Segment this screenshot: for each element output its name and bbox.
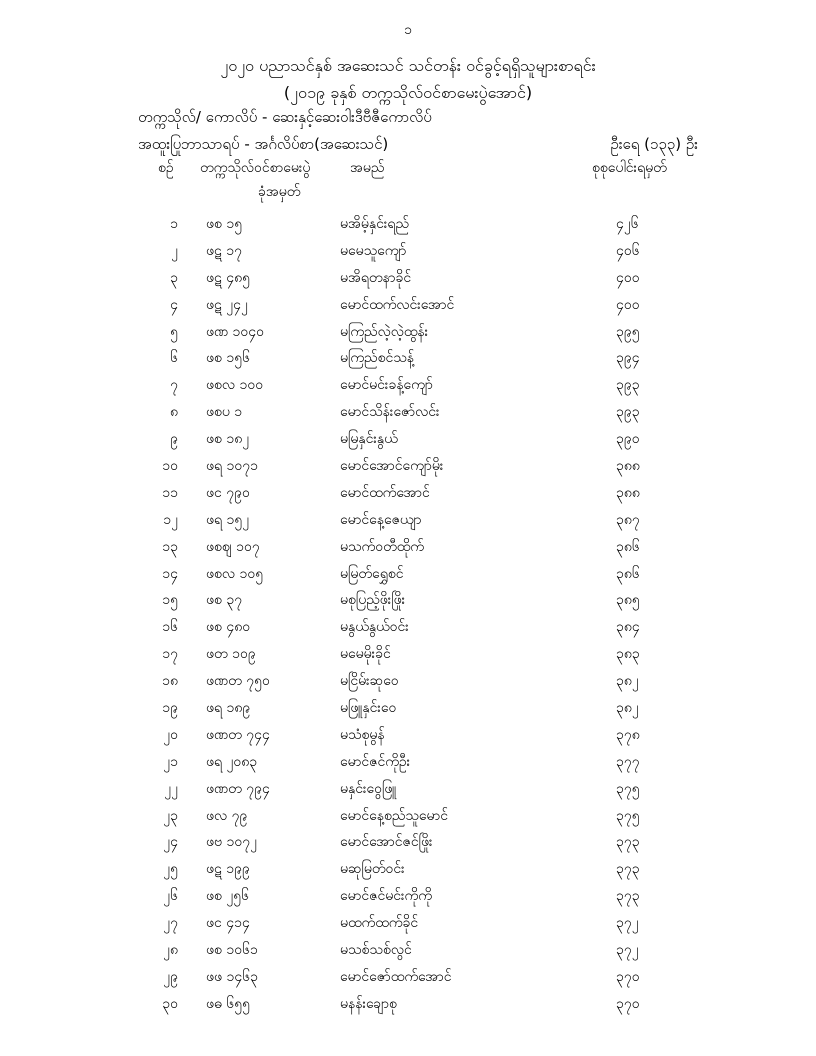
student-name: မထက်ထက်ခိုင်: [340, 915, 419, 932]
table-row: [0, 857, 816, 884]
roll-number: ဖရ ၁၀၇၁: [206, 458, 258, 475]
total-marks: ၃၈၂: [616, 673, 639, 690]
student-name: မနန်းချောစု: [340, 995, 397, 1012]
total-marks: ၃၇၃: [616, 888, 640, 905]
row-number: ၂၈: [163, 942, 178, 959]
roll-number: ဖစ ၁၈၂: [206, 431, 250, 448]
roll-number: ဖဖ ၁၄၆၃: [206, 968, 258, 985]
row-number: ၁၀: [162, 458, 178, 475]
roll-number: ဖစ ၃၇: [206, 592, 243, 609]
row-number: ၂၂: [164, 780, 178, 797]
total-marks: ၃၇၂: [616, 942, 639, 959]
total-marks: ၃၇၈: [616, 726, 640, 743]
row-number: ၁: [170, 216, 178, 232]
subject-label: အထူးပြုဘာသာရပ် - အင်္ဂလိပ်စာ(အဆေးသင်): [138, 135, 389, 153]
table-row: [0, 239, 816, 266]
total-marks: ၃၇၅: [616, 807, 640, 824]
table-row: [0, 911, 816, 938]
student-name: မစုပြည့်ဖိုးဖြိုး: [340, 592, 406, 609]
table-row: [0, 535, 816, 562]
roll-number: ဖရ ၁၈၉: [206, 700, 251, 717]
roll-number: ဖဏတ ၇၅၀: [206, 673, 270, 690]
total-marks: ၃၈၅: [616, 592, 640, 609]
row-number: ၁၃: [162, 538, 178, 555]
student-name: မောင်ထက်လင်းအောင်: [340, 296, 455, 313]
column-header-roll-line2: ခုံအမှတ်: [258, 184, 301, 200]
total-marks: ၃၉၃: [616, 404, 640, 421]
roll-number: ဖစ ၂၅၆: [206, 888, 249, 905]
student-name: မောင်အောင်ကျော်မိုး: [340, 458, 444, 475]
student-name: မောင်နေ့စည်သူမောင်: [340, 807, 449, 824]
total-marks: ၃၉၄: [616, 350, 640, 367]
row-number: ၉: [170, 431, 178, 448]
row-number: ၁၈: [162, 673, 178, 690]
row-number: ၄: [170, 296, 178, 313]
total-marks: ၃၉၃: [616, 377, 640, 394]
total-count: ဦးရေ (၁၃၃) ဦး: [610, 135, 698, 153]
roll-number: ဖဏ ၁၀၄၀: [206, 323, 265, 340]
total-marks: ၃၈၆: [616, 565, 640, 582]
page-number: ၁: [404, 22, 412, 38]
roll-number: ဖင ၇၉၀: [206, 484, 250, 501]
table-row: [0, 696, 816, 723]
table-row: [0, 804, 816, 831]
row-number: ၁၉: [162, 700, 178, 717]
row-number: ၈: [170, 404, 178, 421]
row-number: ၂၁: [163, 753, 178, 770]
table-header: [0, 158, 816, 208]
student-name: မဆုမြတ်ဝင်း: [340, 861, 405, 878]
roll-number: ဖစ ၁၅၆: [206, 350, 250, 367]
institution-line: တက္ကသိုလ်/ ကောလိပ် - ဆေးနှင့်ဆေးဝါးဒီဗီဇီကောလိပ်: [138, 108, 432, 126]
table-row: [0, 427, 816, 454]
roll-number: ဖတ ၁၀၉: [206, 646, 256, 663]
column-header-name: အမည်: [350, 160, 385, 176]
row-number: ၂၃: [163, 807, 178, 824]
roll-number: ဖစလ ၁၀၅: [206, 565, 264, 582]
total-marks: ၃၈၃: [616, 646, 640, 663]
total-marks: ၃၈၇: [616, 511, 640, 528]
document-title: ၂၀၂၀ ပညာသင်နှစ် အဆေးသင် သင်တန်း ဝင်ခွင့်ရရှိသူများစာရင်း: [220, 56, 596, 75]
results-table: [0, 212, 816, 1019]
table-row: [0, 830, 816, 857]
total-marks: ၃၈၄: [616, 619, 640, 636]
roll-number: ဖဋ ၁၇: [206, 242, 242, 259]
table-row: [0, 777, 816, 804]
row-number: ၁၆: [162, 619, 178, 636]
total-marks: ၃၉၅: [616, 323, 640, 340]
student-name: မသစ်သစ်လွင်: [340, 942, 412, 959]
roll-number: ဖစ ၁၅: [206, 216, 243, 232]
table-row: [0, 669, 816, 696]
roll-number: ဖလ ၇၉: [206, 807, 248, 824]
total-marks: ၃၉၀: [616, 431, 640, 448]
roll-number: ဖဋ ၁၉၉: [206, 861, 250, 878]
row-number: ၃: [170, 269, 178, 286]
student-name: မောင်သိန်းဇော်လင်း: [340, 404, 440, 421]
column-header-roll: တက္ကသိုလ်ဝင်စာမေးပွဲ: [200, 160, 311, 176]
column-header-no: စဉ်: [158, 160, 174, 176]
student-name: မသံစုမွန်: [340, 726, 385, 743]
student-name: မအိမ့်နှင်းရည်: [340, 216, 409, 232]
table-row: [0, 346, 816, 373]
total-marks: ၃၇၂: [616, 915, 639, 932]
total-marks: ၄၂၆: [616, 216, 639, 232]
row-number: ၂၀: [163, 726, 178, 743]
total-marks: ၄၀၀: [616, 269, 640, 286]
table-row: [0, 400, 816, 427]
total-marks: ၃၇၃: [616, 861, 640, 878]
total-marks: ၃၈၂: [616, 700, 639, 717]
row-number: ၂၉: [163, 968, 178, 985]
table-row: [0, 588, 816, 615]
student-name: မမေသူကျော်: [340, 242, 407, 259]
student-name: မောင်အောင်ဇင်ဖြိုး: [340, 834, 433, 851]
document-subtitle: (၂၀၁၉ ခုနှစ် တက္ကသိုလ်ဝင်စာမေးပွဲအောင်): [283, 83, 533, 102]
table-row: [0, 615, 816, 642]
table-row: [0, 938, 816, 965]
total-marks: ၃၈၆: [616, 538, 640, 555]
table-row: [0, 884, 816, 911]
table-row: [0, 642, 816, 669]
table-row: [0, 266, 816, 293]
student-name: မောင်မင်းခန့်ကျော်: [340, 377, 433, 394]
row-number: ၂၅: [163, 861, 178, 878]
roll-number: ဖစဈ ၁၀၇: [206, 538, 260, 555]
roll-number: ဖရ ၂၀၈၃: [206, 753, 258, 770]
table-row: [0, 293, 816, 320]
student-name: မကြည်လဲ့လဲ့ထွန်း: [340, 323, 429, 340]
roll-number: ဖရ ၁၅၂: [206, 511, 250, 528]
column-header-marks: စုစုပေါင်းရမှတ်: [592, 160, 667, 176]
student-name: မအိရတနာခိုင်: [340, 269, 412, 286]
total-marks: ၃၈၈: [616, 458, 640, 475]
total-marks: ၄၀၀: [616, 296, 640, 313]
table-row: [0, 562, 816, 589]
student-name: မောင်ထက်အောင်: [340, 484, 430, 501]
student-name: မနွယ်နွယ်ဝင်း: [340, 619, 409, 636]
roll-number: ဖစ ၁၀၆၁: [206, 942, 258, 959]
row-number: ၁၇: [162, 646, 178, 663]
total-marks: ၃၇၀: [616, 995, 640, 1012]
student-name: မကြည်စင်သန့်: [340, 350, 415, 367]
table-row: [0, 508, 816, 535]
total-marks: ၃၇၀: [616, 968, 640, 985]
roll-number: ဖဓ ၆၅၅: [206, 995, 250, 1012]
roll-number: ဖဏတ ၇၉၄: [206, 780, 270, 797]
student-name: မငြိမ်းဆုဝေ: [340, 673, 399, 690]
roll-number: ဖင ၄၁၄: [206, 915, 250, 932]
row-number: ၆: [170, 350, 178, 367]
student-name: မောင်ဇင်ကိုဦး: [340, 753, 411, 770]
student-name: မောင်ဇော်ထက်အောင်: [340, 968, 452, 985]
roll-number: ဖဋ ၄၈၅: [206, 269, 250, 286]
roll-number: ဖဏတ ၇၄၄: [206, 726, 270, 743]
row-number: ၇: [170, 377, 178, 394]
roll-number: ဖစ ၄၈၀: [206, 619, 251, 636]
roll-number: ဖစလ ၁၀၀: [206, 377, 264, 394]
roll-number: ဖဗ ၁၀၇၂: [206, 834, 257, 851]
subject-row: [138, 135, 698, 157]
table-row: [0, 320, 816, 347]
total-marks: ၃၈၈: [616, 484, 640, 501]
row-number: ၃၀: [162, 995, 178, 1012]
student-name: မနှင်းဝွေဖြူ: [340, 780, 397, 797]
student-name: မဖြူနှင်းဝေ: [340, 700, 397, 717]
row-number: ၅: [170, 323, 178, 340]
roll-number: ဖဋ ၂၄၂: [206, 296, 248, 313]
row-number: ၁၂: [163, 511, 178, 528]
table-row: [0, 723, 816, 750]
total-marks: ၃၇၅: [616, 780, 640, 797]
student-name: မမေမိုးခိုင်: [340, 646, 391, 663]
student-name: မသက်ဝတီထိုက်: [340, 538, 424, 555]
student-name: မောင်နေ့ဇေယျာ: [340, 511, 422, 528]
row-number: ၁၄: [162, 565, 178, 582]
row-number: ၂: [171, 242, 178, 259]
total-marks: ၃၇၃: [616, 834, 640, 851]
table-row: [0, 481, 816, 508]
table-row: [0, 992, 816, 1019]
table-row: [0, 750, 816, 777]
row-number: ၂၆: [163, 888, 178, 905]
table-row: [0, 965, 816, 992]
student-name: မမြတ်ရွှေစင်: [340, 565, 404, 582]
row-number: ၁၅: [162, 592, 178, 609]
row-number: ၂၇: [163, 915, 178, 932]
row-number: ၂၄: [163, 834, 178, 851]
student-name: မမြနှင်းနွယ်: [340, 431, 398, 448]
table-row: [0, 373, 816, 400]
table-row: [0, 212, 816, 239]
roll-number: ဖစပ ၁: [206, 404, 243, 421]
row-number: ၁၁: [162, 484, 178, 501]
table-row: [0, 454, 816, 481]
student-name: မောင်ဇင်မင်းကိုကို: [340, 888, 432, 905]
total-marks: ၄၀၆: [616, 242, 640, 259]
total-marks: ၃၇၇: [616, 753, 640, 770]
